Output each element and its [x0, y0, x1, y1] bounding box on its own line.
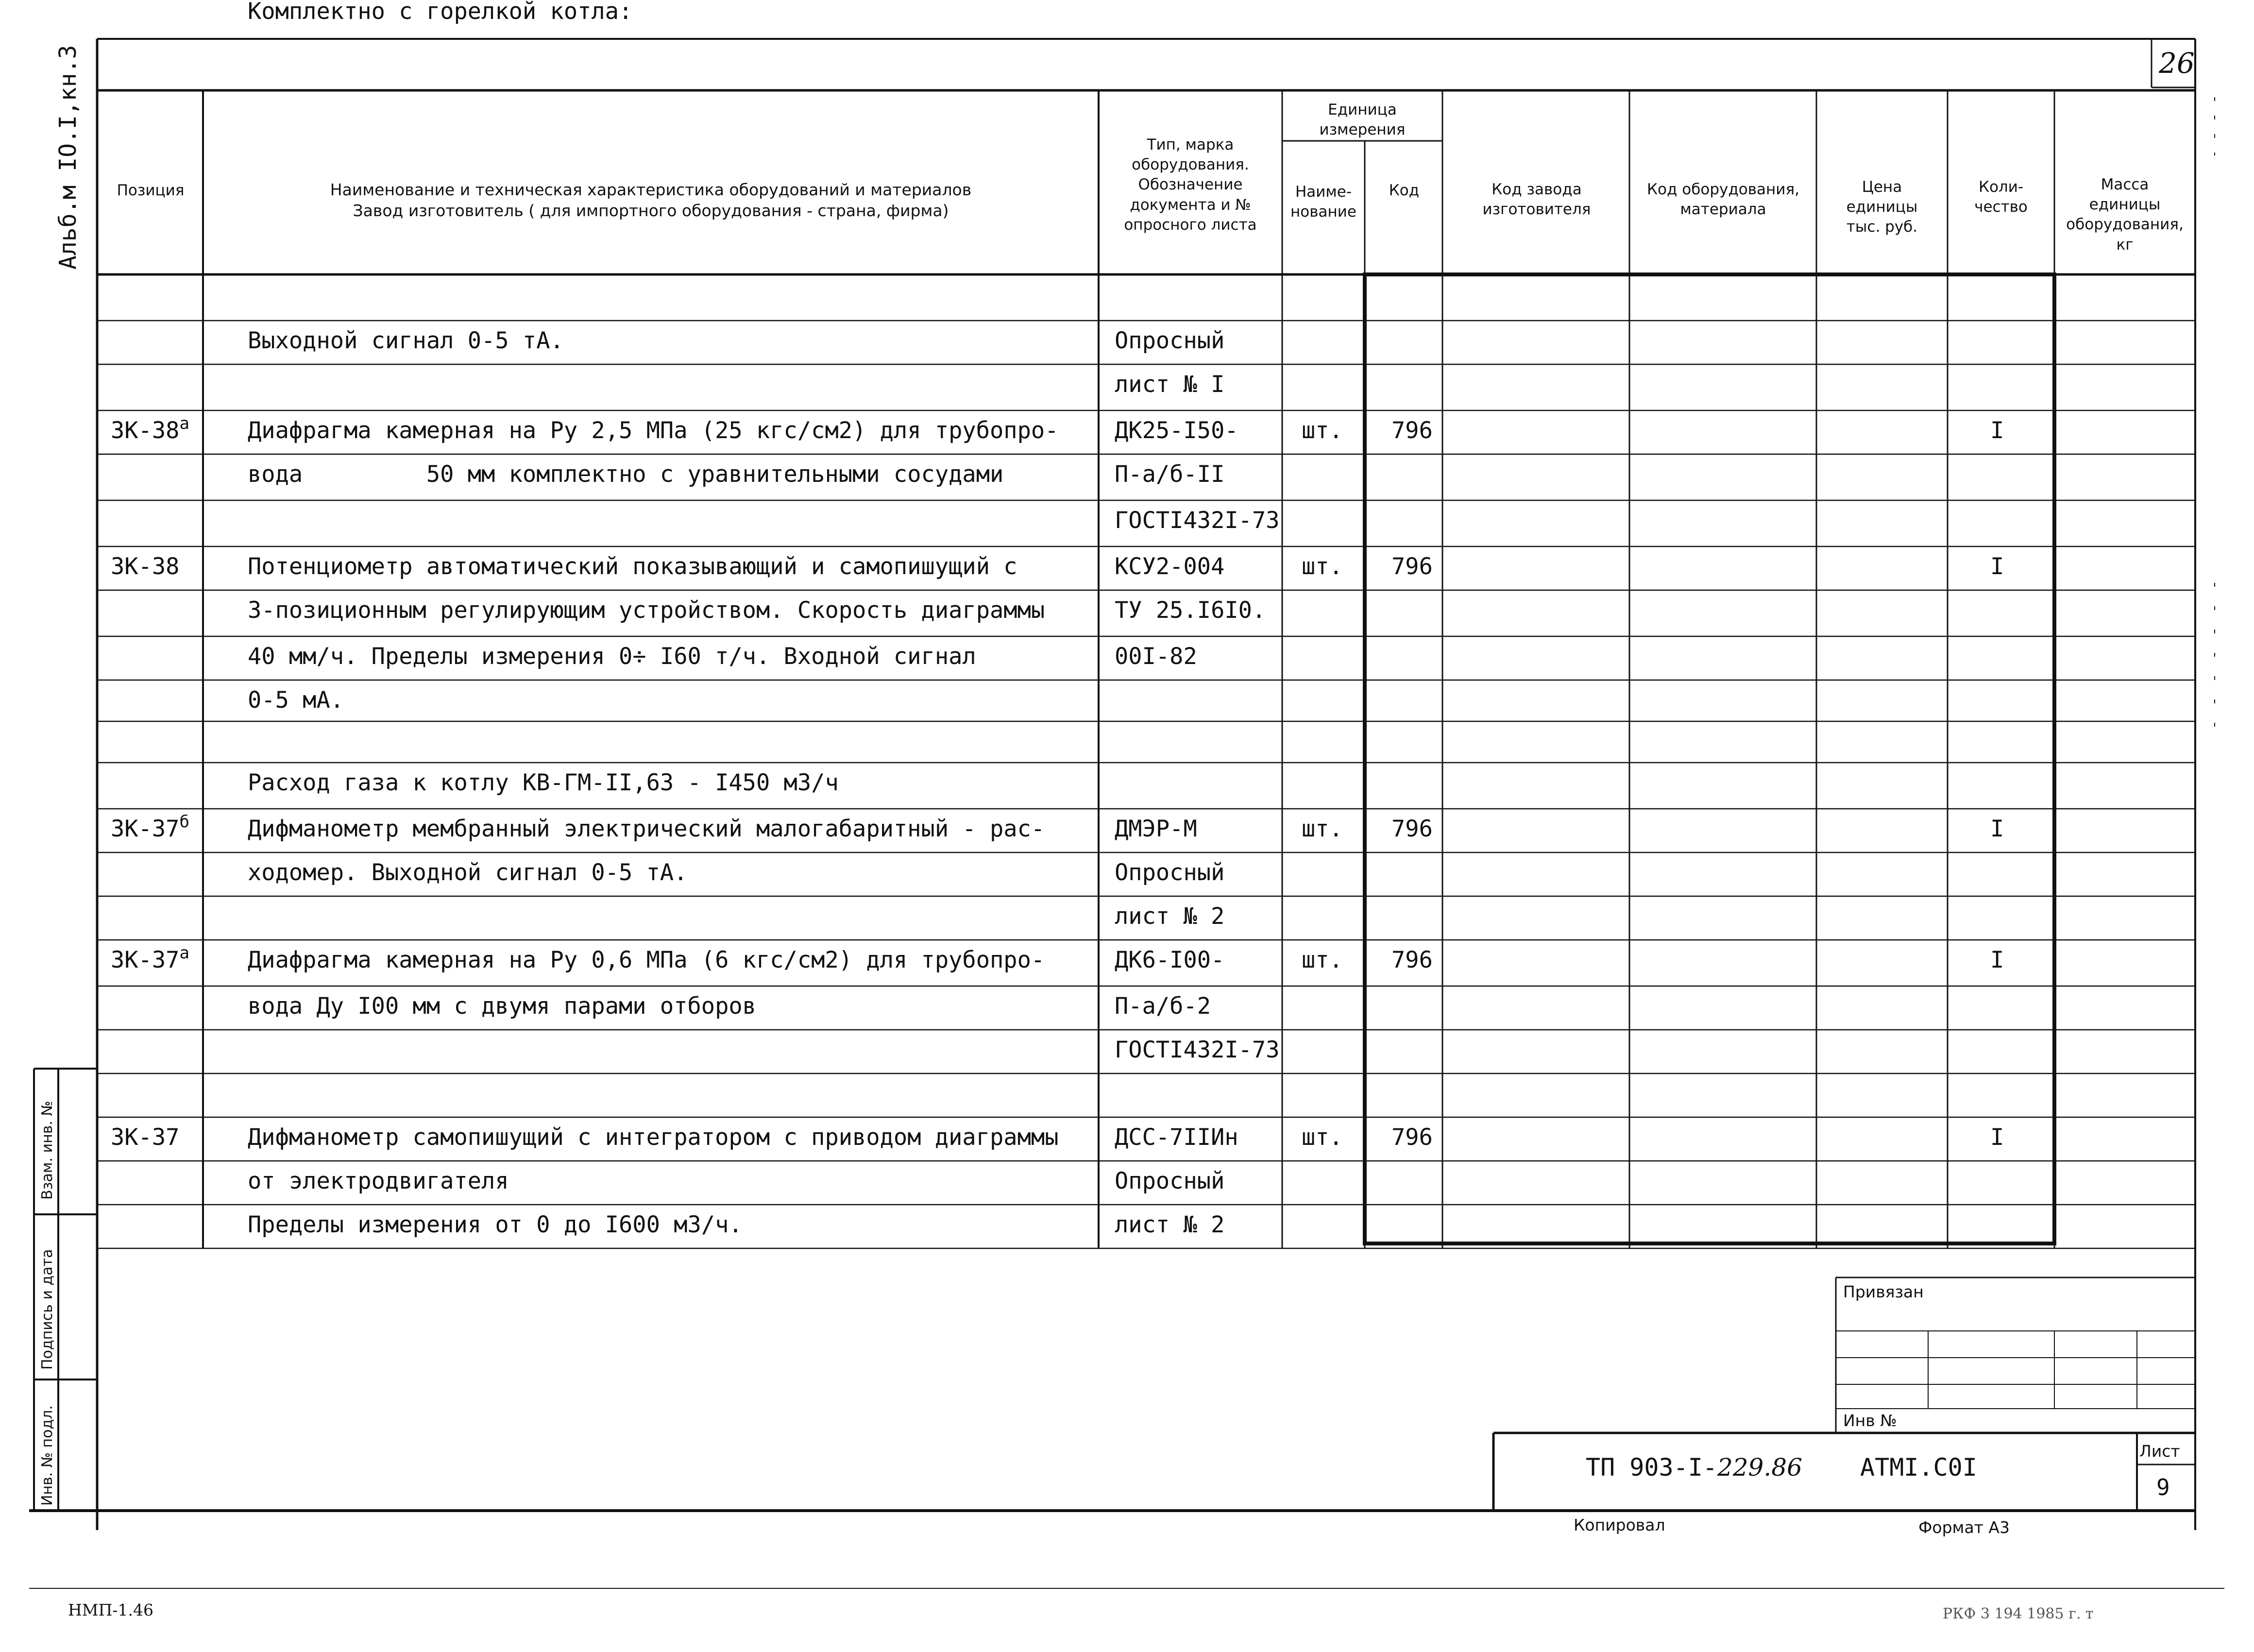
- doc-code-prefix: ТП 903-I-: [1586, 1453, 1717, 1482]
- row-position: [111, 812, 189, 842]
- footer-right-code: РКФ 3 194 1985 г. т: [1943, 1605, 2094, 1622]
- row-type: ГОСТI432I-73: [1115, 1037, 1280, 1063]
- row-name: 40 мм/ч. Пределы измерения 0÷ I60 т/ч. Входной сигнал: [248, 643, 976, 670]
- stamp-inv-no: Инв №: [1843, 1411, 1897, 1430]
- row-type: П-а/б-2: [1115, 993, 1211, 1020]
- stamp-list-label: Лист: [2139, 1442, 2180, 1461]
- row-position: [111, 414, 189, 444]
- header-factory-code: Код завода изготовителя: [1482, 181, 1591, 219]
- row-type: Опросный: [1115, 1168, 1225, 1194]
- row-type: КСУ2-004: [1115, 553, 1225, 580]
- footer-copied: Копировал: [1574, 1516, 1665, 1534]
- row-unit: шт.: [1302, 553, 1343, 580]
- row-name: от электродвигателя: [248, 1168, 509, 1194]
- page-number-handwritten: 26: [2159, 47, 2195, 80]
- doc-code-handwritten: 229.86: [1717, 1453, 1802, 1482]
- header-price: Цена единицы тыс. руб.: [1846, 178, 1918, 236]
- side-label-podpis: Подпись и дата: [39, 1249, 56, 1370]
- row-code: 796: [1391, 947, 1433, 973]
- header-unit-name: Наиме- нование: [1290, 183, 1356, 221]
- row-type: лист № I: [1115, 371, 1225, 398]
- stamp-doc-code: [1586, 1453, 1802, 1482]
- header-quantity: Коли- чество: [1974, 178, 2028, 216]
- position-code: ЗК-37: [111, 1124, 180, 1151]
- row-code: 796: [1391, 1124, 1433, 1151]
- row-type: ГОСТI432I-73: [1115, 507, 1280, 534]
- row-name: вода Ду I00 мм с двумя парами отборов: [248, 993, 756, 1020]
- position-code: ЗК-37: [111, 816, 180, 842]
- row-name: Расход газа к котлу КВ-ГМ-II,63 - I450 м3/ч: [248, 769, 839, 796]
- stamp-privyazan: Привязан: [1843, 1282, 1924, 1301]
- row-type: ДМЭР-М: [1115, 816, 1197, 842]
- row-code: 796: [1391, 417, 1433, 444]
- header-unit-code: Код: [1389, 182, 1420, 199]
- row-type: ТУ 25.I6I0.: [1115, 597, 1266, 624]
- row-quantity: I: [1990, 816, 2004, 842]
- row-type: П-а/б-II: [1115, 461, 1225, 488]
- row-quantity: I: [1990, 1124, 2004, 1151]
- row-name: ходомер. Выходной сигнал 0-5 тА.: [248, 859, 688, 886]
- row-unit: шт.: [1302, 947, 1343, 973]
- position-code: ЗК-38: [111, 417, 180, 444]
- row-unit: шт.: [1302, 816, 1343, 842]
- row-name: 0-5 мА.: [248, 687, 344, 714]
- row-name: Комплектно с горелкой котла:: [248, 0, 633, 25]
- row-position: [111, 943, 189, 973]
- row-name: Выходной сигнал 0-5 тА.: [248, 327, 564, 354]
- row-type: ДК6-I00-: [1115, 947, 1225, 973]
- side-label-vzam: Взам. инв. №: [39, 1101, 56, 1200]
- footer-left-code: НМП-1.46: [68, 1601, 153, 1619]
- row-name: Дифманометр мембранный электрический малогабаритный - рас-: [248, 816, 1045, 842]
- row-code: 796: [1391, 816, 1433, 842]
- position-code: ЗК-38: [111, 553, 180, 580]
- row-code: 796: [1391, 553, 1433, 580]
- row-name: Потенциометр автоматический показывающий и самопишущий с: [248, 553, 1017, 580]
- row-type: Опросный: [1115, 327, 1225, 354]
- header-equipment-code: Код оборудования, материала: [1647, 181, 1799, 219]
- row-position: [111, 555, 179, 578]
- row-type: лист № 2: [1115, 903, 1225, 930]
- position-suffix: а: [179, 943, 189, 963]
- row-position: [111, 1126, 179, 1149]
- stamp-doc-suffix: АТМI.С0I: [1860, 1453, 1977, 1482]
- row-name: Диафрагма камерная на Ру 0,6 МПа (6 кгс/см2) для трубопро-: [248, 947, 1045, 973]
- row-name: вода 50 мм комплектно с уравнительными сосудами: [248, 461, 1004, 488]
- side-label-inv: Инв. № подл.: [39, 1405, 56, 1506]
- header-type: Тип, марка оборудования. Обозначение документа и № опросного листа: [1124, 136, 1257, 234]
- row-unit: шт.: [1302, 417, 1343, 444]
- header-position: Позиция: [117, 182, 185, 199]
- row-quantity: I: [1990, 417, 2004, 444]
- row-name: Дифманометр самопишущий с интегратором с приводом диаграммы: [248, 1124, 1059, 1151]
- header-unit-group: Единица измерения: [1319, 101, 1406, 139]
- position-code: ЗК-37: [111, 947, 180, 973]
- header-name: Наименование и техническая характеристика оборудований и материалов Завод изготовитель ( для импортного оборудования - страна, фирма): [330, 180, 972, 220]
- row-quantity: I: [1990, 553, 2004, 580]
- position-suffix: б: [179, 812, 189, 832]
- row-unit: шт.: [1302, 1124, 1343, 1151]
- row-type: ДСС-7IIИн: [1115, 1124, 1238, 1151]
- row-type: ДК25-I50-: [1115, 417, 1238, 444]
- stamp-list-number: 9: [2156, 1474, 2170, 1500]
- row-name: Диафрагма камерная на Ру 2,5 МПа (25 кгс/см2) для трубопро-: [248, 417, 1059, 444]
- row-quantity: I: [1990, 947, 2004, 973]
- row-type: Опросный: [1115, 859, 1225, 886]
- row-name: Пределы измерения от 0 до I600 м3/ч.: [248, 1211, 743, 1238]
- header-mass: Масса единицы оборудования, кг: [2066, 176, 2184, 254]
- position-suffix: а: [179, 414, 189, 433]
- album-label: Альб.м IO.I,кн.3: [54, 45, 82, 270]
- footer-format: Формат А3: [1918, 1518, 2010, 1537]
- row-type: лист № 2: [1115, 1211, 1225, 1238]
- row-name: 3-позиционным регулирующим устройством. Скорость диаграммы: [248, 597, 1045, 624]
- row-type: 00I-82: [1115, 643, 1197, 670]
